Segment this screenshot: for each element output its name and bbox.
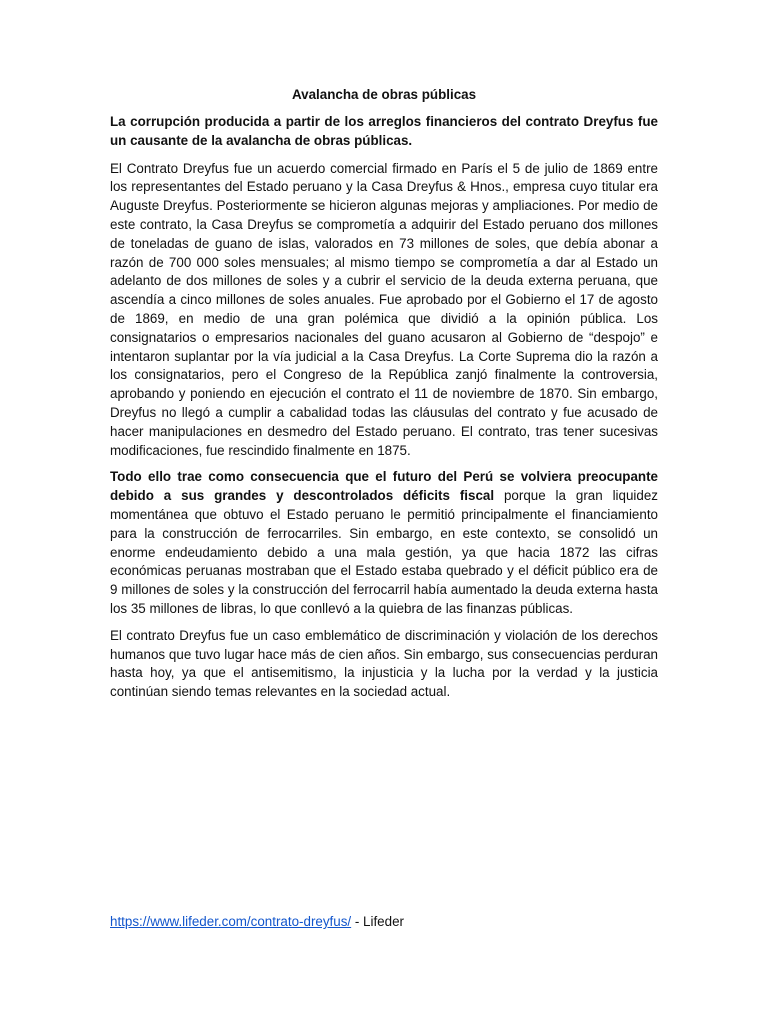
source-link[interactable]: https://www.lifeder.com/contrato-dreyfus/ [110,914,352,929]
source-citation [110,913,404,931]
lead-paragraph: La corrupción producida a partir de los arreglos financieros del contrato Dreyfus fue un causante de la avalancha de obras públicas. [110,114,658,148]
document-body [110,86,658,710]
paragraph-contrato-dreyfus: El Contrato Dreyfus fue un acuerdo comercial firmado en París el 5 de julio de 1869 entre los representantes del Estado peruano y la Casa Dreyfus & Hnos., empresa cuyo titular era Auguste Dreyfus. Posteriormente se hicieron algunas mejoras y ampliaciones. Por medio de este contrato, la Casa Dreyfus se comprometía a adquirir del Estado peruano dos millones de toneladas de guano de islas, valorados en 73 millones de soles, que debía abonar a razón de 700 000 soles mensuales; al mismo tiempo se comprometía a dar al Estado un adelanto de dos millones de soles y a cubrir el servicio de la deuda externa peruana, que ascendía a cinco millones de soles anuales. Fue aprobado por el Gobierno el 17 de agosto de 1869, en medio de una gran polémica que dividió a la opinión pública. Los consignatarios o empresarios nacionales del guano acusaron al Gobierno de “despojo” e intentaron suplantar por la vía judicial a la Casa Dreyfus. La Corte Suprema dio la razón a los consignatarios, pero el Congreso de la República zanjó finalmente la controversia, aprobando y poniendo en ejecución el contrato el 11 de noviembre de 1870. Sin embargo, Dreyfus no llegó a cumplir a cabalidad todas las cláusulas del contrato y fue acusado de hacer manipulaciones en desmedro del Estado peruano. El contrato, tras tener sucesivas modificaciones, fue rescindido finalmente en 1875. [110,160,658,458]
paragraph-consecuencias-text: porque la gran liquidez momentánea que obtuvo el Estado peruano le permitió principalmente el financiamiento para la construcción de ferrocarriles. Sin embargo, en este contexto, se consolidó un enorme endeudamiento debido a una mala gestión, ya que hacia 1872 las cifras económicas peruanas mostraban que el Estado estaba quebrado y el déficit público era de 9 millones de soles y la construcción del ferrocarril había aumentado la deuda externa hasta los 35 millones de libras, lo que conllevó a la quiebra de las finanzas públicas. [110,488,658,616]
document-title: Avalancha de obras públicas [291,87,477,102]
paragraph-conclusion: El contrato Dreyfus fue un caso emblemático de discriminación y violación de los derechos humanos que tuvo lugar hace más de cien años. Sin embargo, sus consecuencias perduran hasta hoy, ya que el antisemitismo, la injusticia y la lucha por la verdad y la justicia continúan siendo temas relevantes en la sociedad actual. [110,627,658,700]
source-name: - Lifeder [351,914,404,929]
paragraph-consecuencias [110,468,658,618]
paragraph-consecuencias-bold: Todo ello trae como consecuencia que el futuro del Perú se volviera preocupante debido a sus grandes y descontrolados déficits fiscal [110,469,658,504]
